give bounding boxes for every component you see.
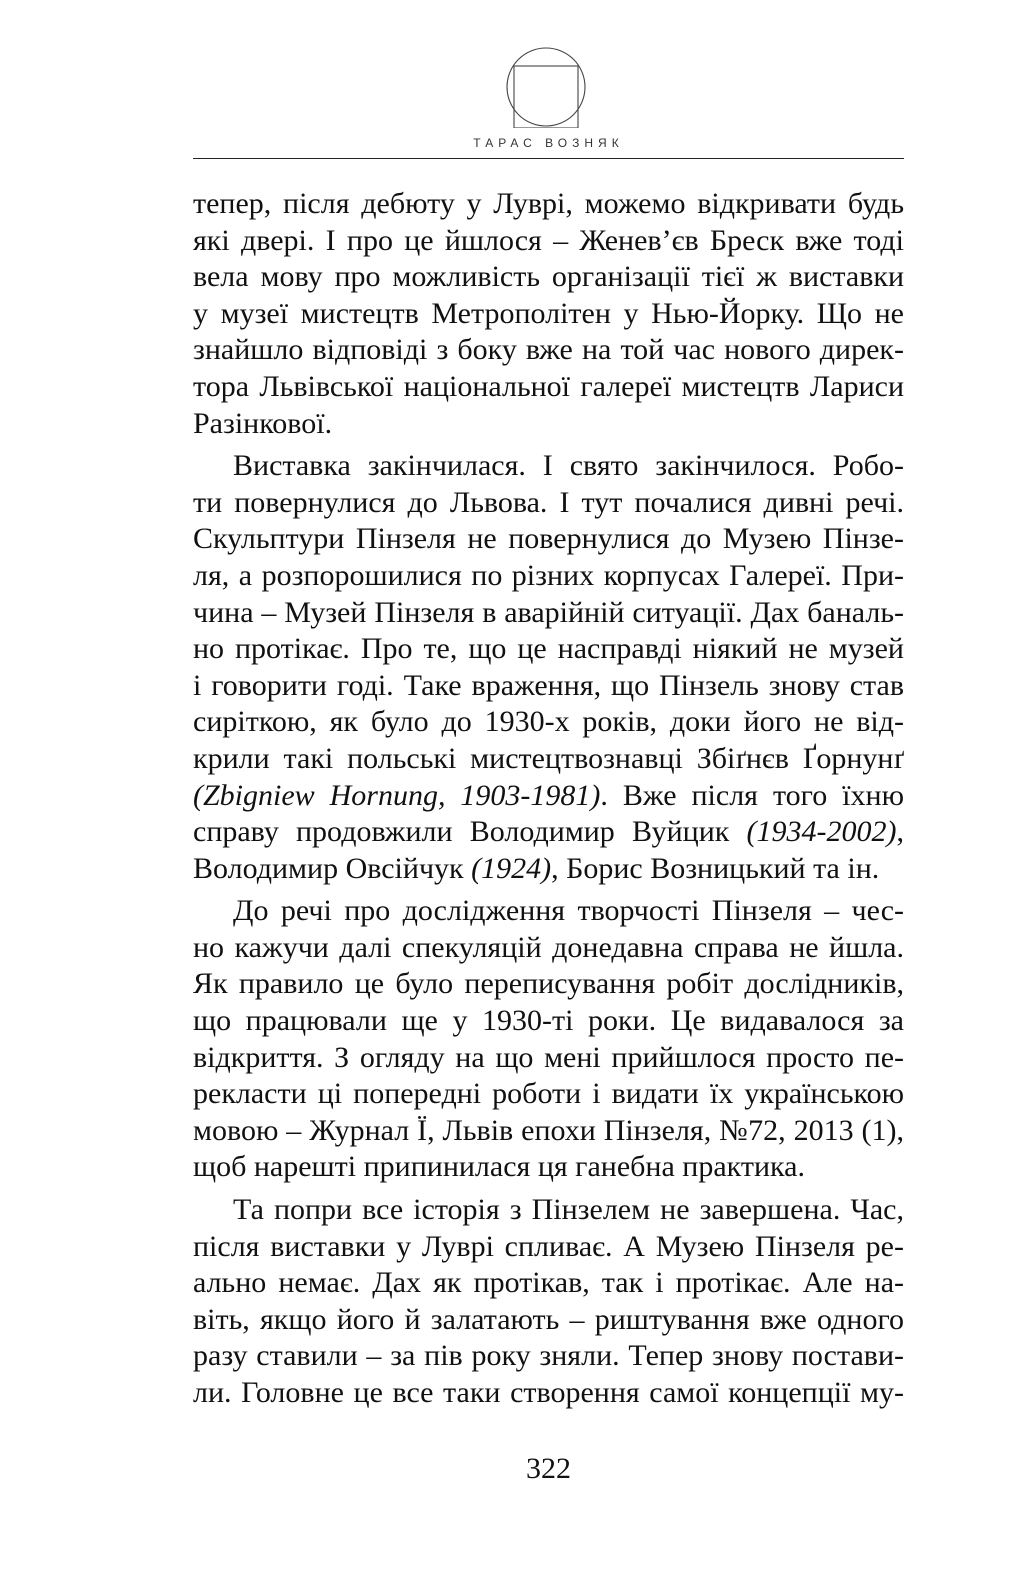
text-line: тепер, після дебюту у Луврі, можемо відкривати будь: [193, 187, 904, 220]
text-line: чина – Музей Пінзеля в аварійній ситуації. Дах баналь-: [193, 595, 904, 629]
header-divider: [193, 158, 904, 159]
text-line: Як правило це було переписування робіт дослідників,: [193, 967, 904, 1001]
text-fragment: , Борис Возницький та ін.: [551, 851, 880, 885]
paragraph-4: [193, 1192, 904, 1412]
body-text: [193, 186, 904, 1412]
text-fragment: справу продовжили Володимир Вуйцик: [193, 815, 747, 849]
text-line: ально немає. Дах як протікав, так і протікає. Але на-: [193, 1266, 904, 1300]
text-line: після виставки у Луврі спливає. А Музею Пінзеля ре-: [193, 1229, 904, 1263]
circle-square-emblem-icon: [505, 46, 587, 128]
text-line: які двері. І про це йшлося – Женев’єв Бреск вже тоді: [193, 223, 904, 257]
text-line: що працювали ще у 1930-ті роки. Це видавалося за: [193, 1004, 904, 1038]
running-head-author: ТАРАС ВОЗНЯК: [473, 136, 624, 150]
text-line: мовою – Журнал Ї, Львів епохи Пінзеля, №72, 2013 (1),: [193, 1113, 904, 1147]
text-line: відкриття. З огляду на що мені прийшлося просто пе-: [193, 1040, 904, 1074]
text-line: тора Львівської національної галереї мистецтв Лариси: [193, 369, 904, 403]
text-line: вела мову про можливість організації тієї ж виставки: [193, 260, 904, 294]
text-line: ти повернулися до Львова. І тут почалися дивні речі.: [193, 485, 904, 519]
text-line: [193, 814, 904, 851]
italic-citation: (1924): [471, 851, 552, 885]
italic-citation: (1934-2002): [746, 815, 897, 849]
paragraph-1: [193, 186, 904, 442]
text-line: Скульптури Пінзеля не повернулися до Музею Пінзе-: [193, 522, 904, 556]
text-fragment: . Вже після того їхню: [600, 778, 904, 812]
text-line: і говорити годі. Таке враження, що Пінзель знову став: [193, 668, 904, 702]
text-line: крили такі польські мистецтвознавці Збіґнєв Ґорнунґ: [193, 741, 904, 775]
text-line: разу ставили – за пів року зняли. Тепер знову постави-: [193, 1339, 904, 1373]
text-line: [193, 851, 904, 888]
text-line: ля, а розпорошилися по різних корпусах Галереї. При-: [193, 558, 904, 592]
text-line: щоб нарешті припинилася ця ганебна практика.: [193, 1150, 805, 1184]
text-line: у музеї мистецтв Метрополітен у Нью-Йорку. Що не: [193, 296, 904, 330]
text-fragment: ,: [896, 815, 904, 849]
italic-citation: (Zbigniew Hornung, 1903-1981): [193, 778, 601, 812]
text-line: рекласти ці попередні роботи і видати їх українською: [193, 1077, 904, 1111]
text-line: віть, якщо його й залатають – риштування вже одного: [193, 1302, 904, 1336]
text-line: но протікає. Про те, що це насправді ніякий не музей: [193, 632, 904, 666]
text-line: знайшло відповіді з боку вже на той час нового дирек-: [193, 333, 904, 367]
text-line: Виставка закінчилася. І свято закінчилося. Робо-: [233, 449, 904, 483]
text-line: сиріткою, як було до 1930-х років, доки його не від-: [193, 705, 904, 739]
text-line: [193, 778, 904, 815]
text-line: но кажучи далі спекуляцій донедавна справа не йшла.: [193, 930, 904, 964]
text-line: Разінкової.: [193, 406, 333, 440]
page-number: 322: [526, 1452, 571, 1485]
paragraph-3: [193, 893, 904, 1186]
text-line: Та попри все історія з Пінзелем не завершена. Час,: [233, 1193, 904, 1227]
text-fragment: Володимир Овсійчук: [193, 851, 472, 885]
text-line: ли. Головне це все таки створення самої концепції му-: [193, 1376, 904, 1409]
text-line: До речі про дослідження творчості Пінзеля – чес-: [233, 894, 904, 928]
paragraph-2: [193, 448, 904, 887]
